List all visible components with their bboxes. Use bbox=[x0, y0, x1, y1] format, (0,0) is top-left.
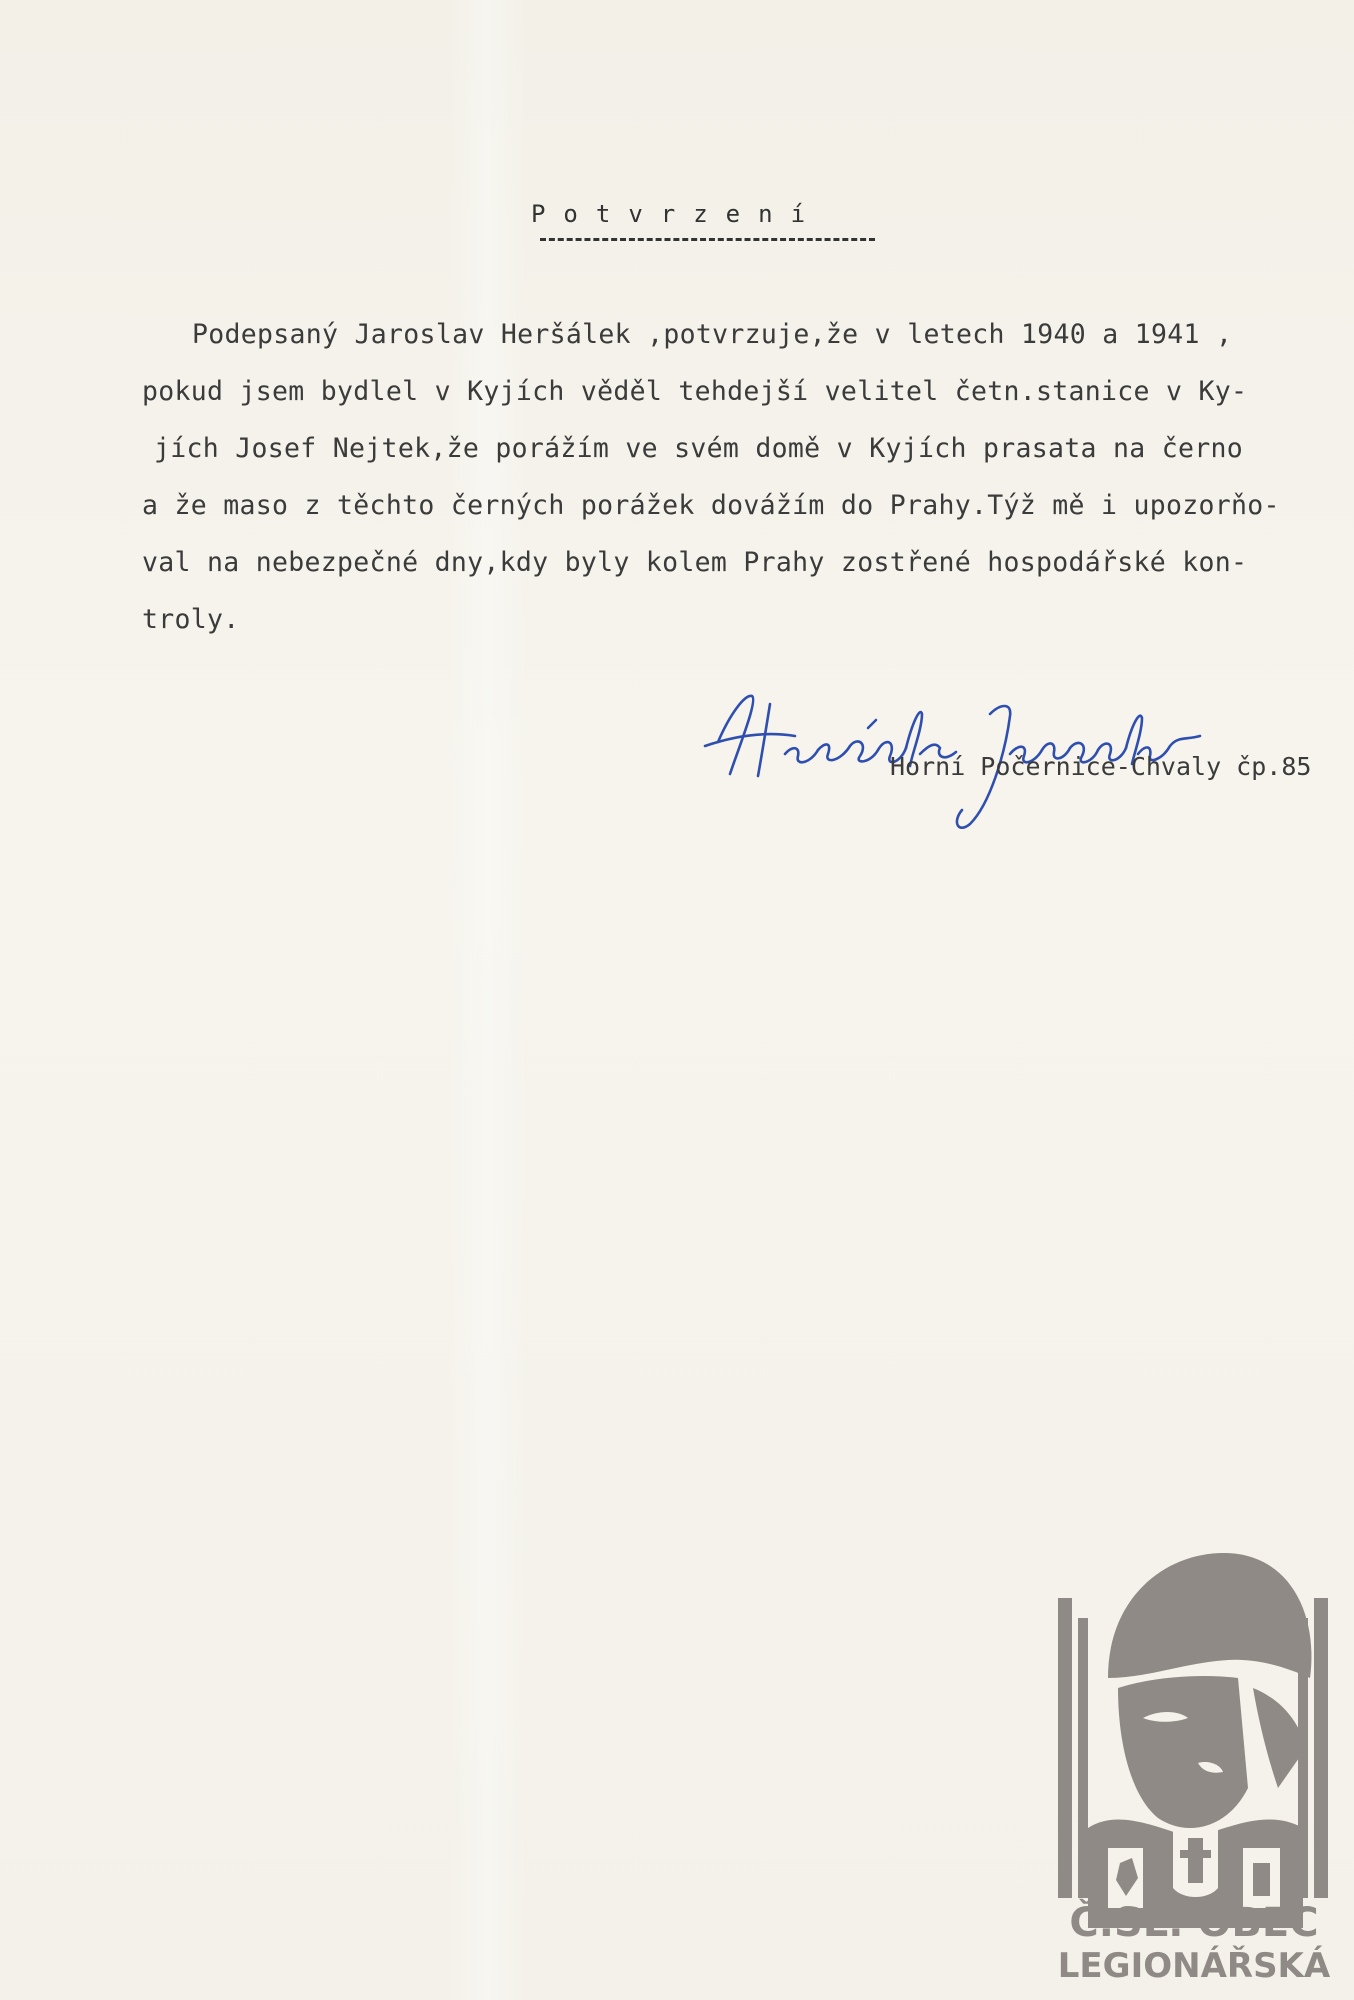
body-line: jích Josef Nejtek,že porážím ve svém domě v Kyjích prasata na černo bbox=[154, 433, 1244, 464]
document-title: Potvrzení bbox=[530, 200, 824, 228]
body-line: val na nebezpečné dny,kdy byly kolem Prahy zostřené hospodářské kon- bbox=[142, 547, 1248, 578]
body-line: Podepsaný Jaroslav Heršálek ,potvrzuje,že v letech 1940 a 1941 , bbox=[192, 319, 1233, 350]
stamp-text-line1: Č.SL. OBEC bbox=[1069, 1900, 1319, 1946]
stamp-text-line2: LEGIONÁŘSKÁ bbox=[1057, 1946, 1331, 1986]
body-line: pokud jsem bydlel v Kyjích věděl tehdejší velitel četn.stanice v Ky- bbox=[142, 376, 1248, 407]
body-line: troly. bbox=[142, 604, 240, 635]
body-text bbox=[142, 306, 1302, 648]
body-line: a že maso z těchto černých porážek dovážím do Prahy.Týž mě i upozorňo- bbox=[142, 490, 1280, 521]
signatory-address: Horní Počernice-Chvaly čp.85 bbox=[890, 752, 1312, 781]
title-underline bbox=[540, 238, 875, 241]
